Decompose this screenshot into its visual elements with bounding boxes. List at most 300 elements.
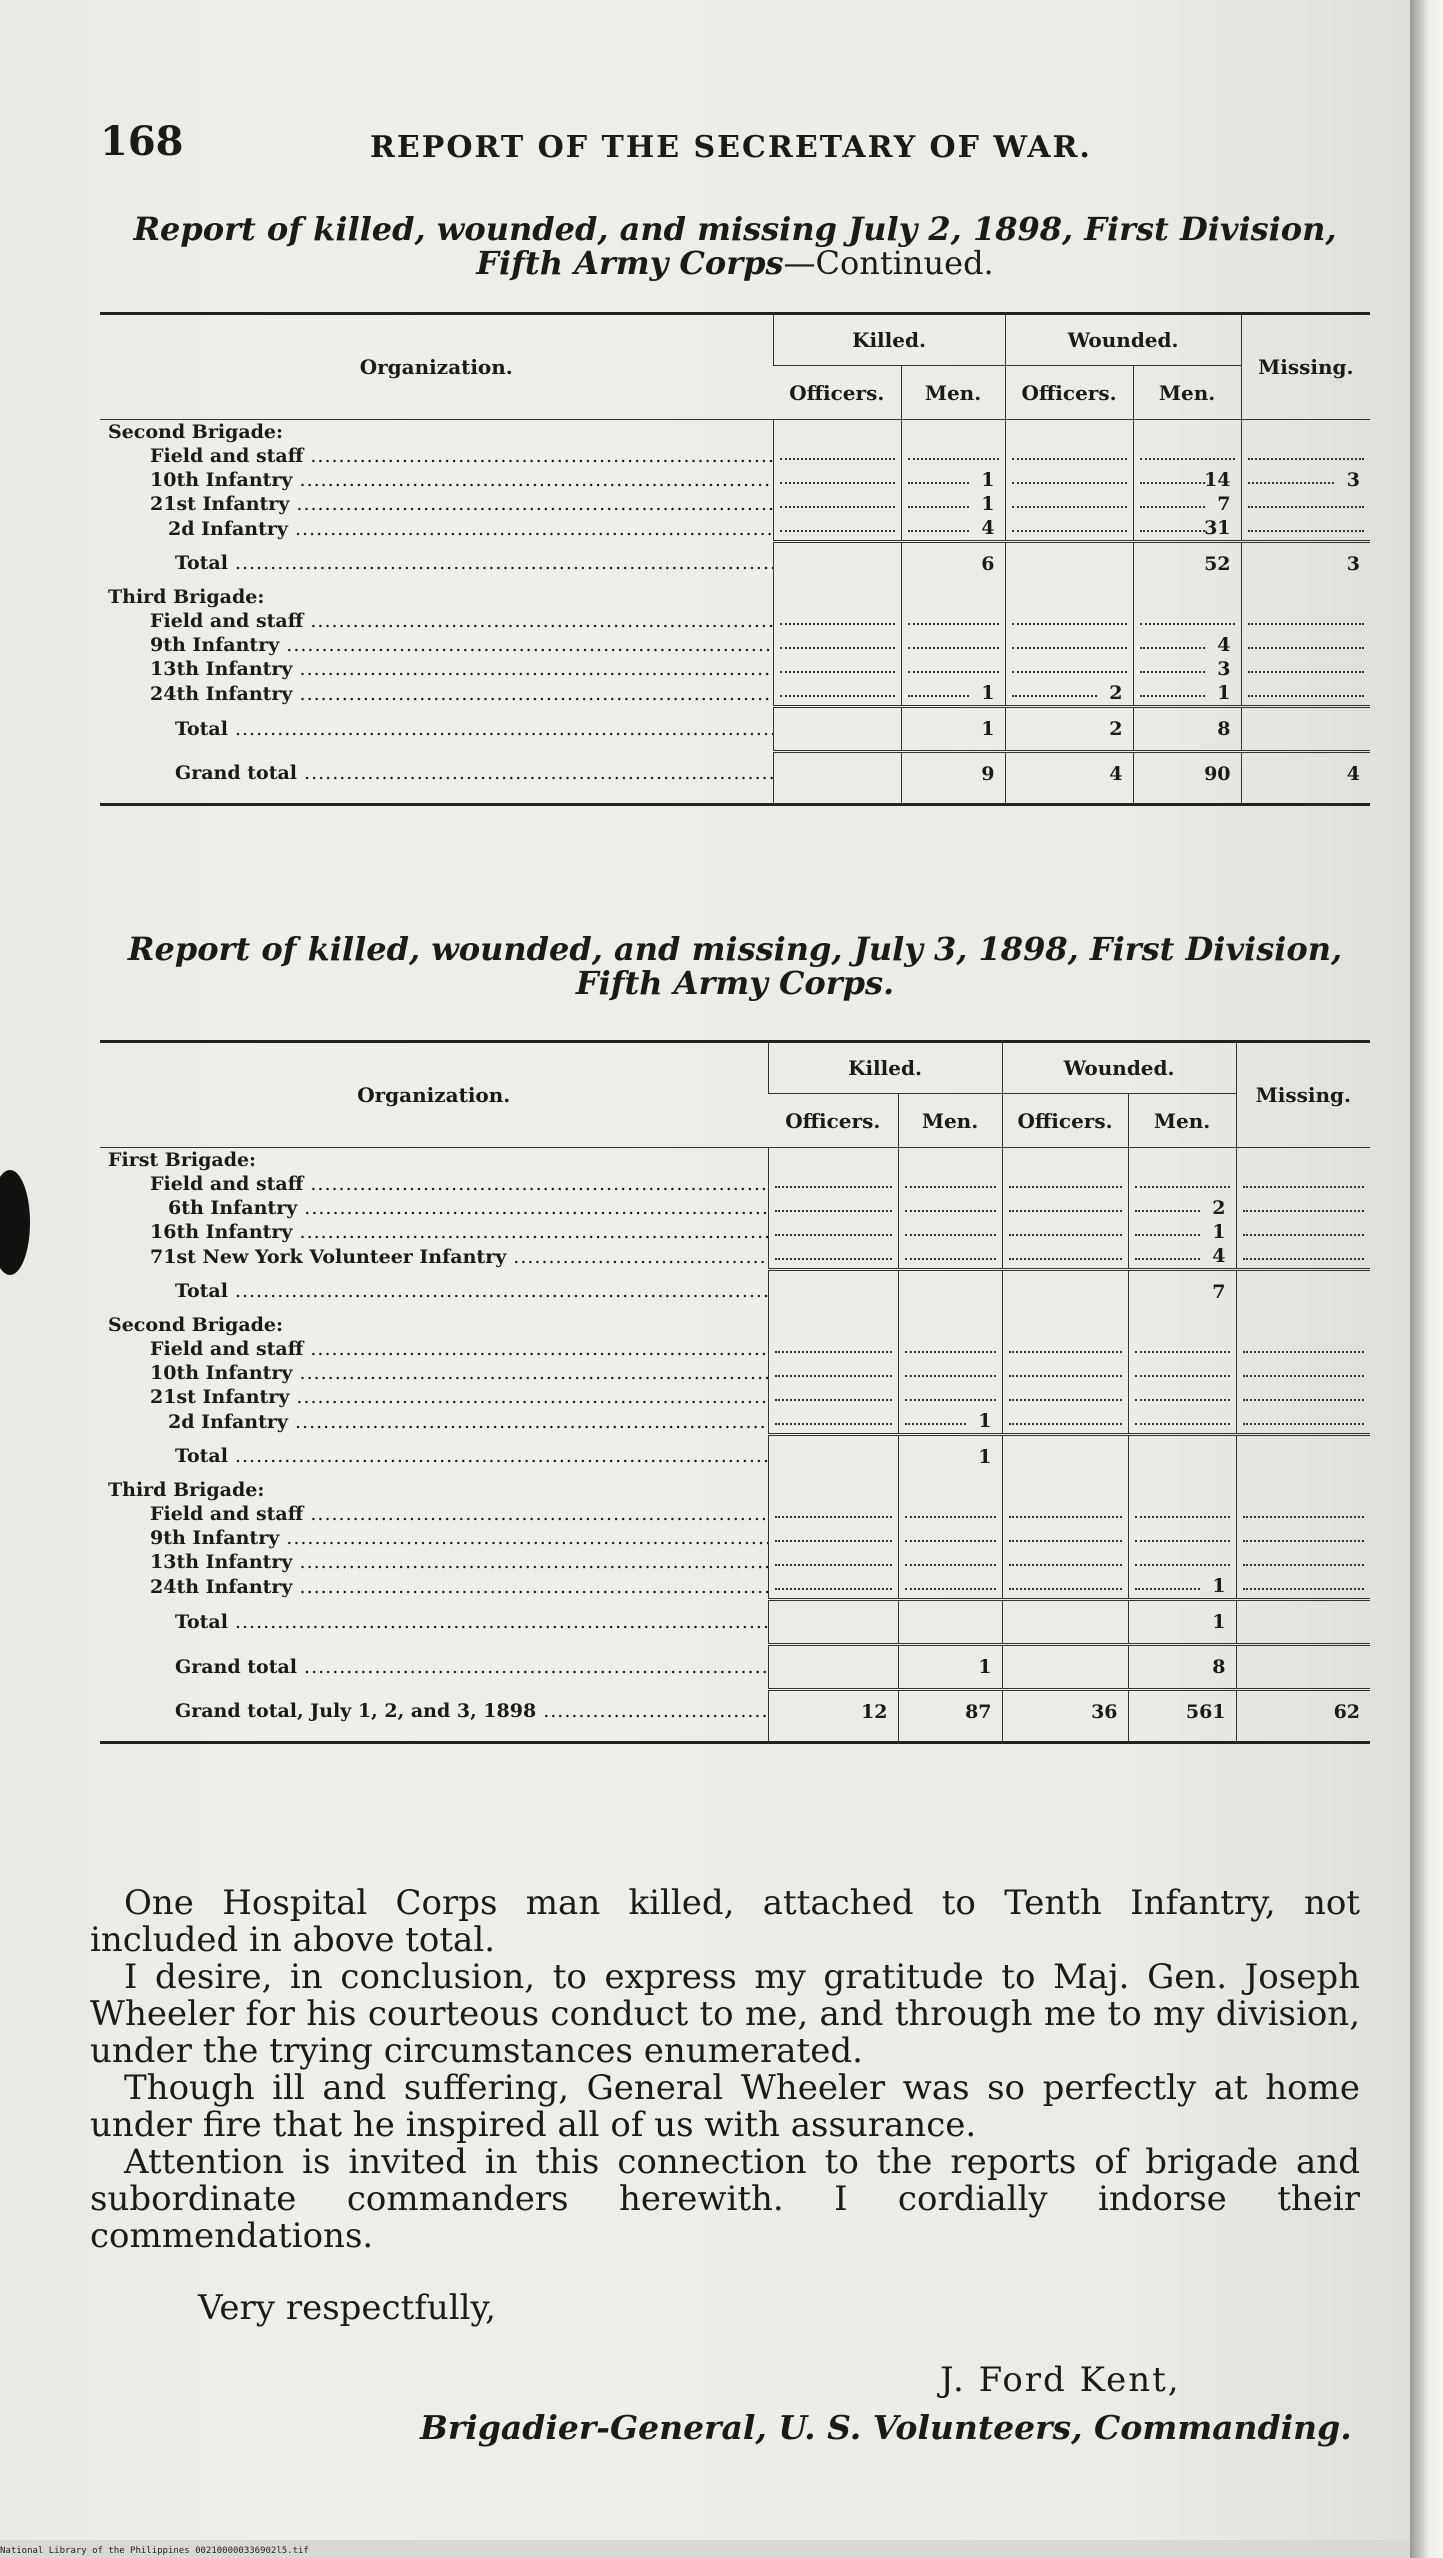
value-cell-mi xyxy=(1236,1478,1370,1502)
cell-value: 8 xyxy=(1217,718,1231,740)
cell-value xyxy=(888,1281,898,1303)
cell-value xyxy=(1360,682,1370,704)
book-gutter xyxy=(1410,0,1443,2558)
organization-label: Field and staff ..... xyxy=(150,1172,768,1196)
table2-caption xyxy=(100,932,1370,1000)
value-cell-wo xyxy=(1002,1270,1128,1314)
value-cell-mi xyxy=(1236,1409,1370,1435)
cell-value: 1 xyxy=(1212,1611,1226,1633)
organization-label: Total ..... xyxy=(175,1610,768,1634)
cell-value: 1 xyxy=(978,1410,992,1432)
cell-value xyxy=(1360,1410,1370,1432)
value-cell-km xyxy=(898,1526,1002,1550)
cell-value: 9 xyxy=(981,763,995,785)
organization-cell xyxy=(100,444,773,468)
cell-value xyxy=(1226,1338,1236,1360)
page-header xyxy=(100,118,1370,178)
table2-body xyxy=(100,1148,1370,1743)
col-wounded-men: Men. xyxy=(1133,366,1241,420)
value-cell-wo xyxy=(1002,1409,1128,1435)
table-row xyxy=(100,609,1370,633)
table-row xyxy=(100,542,1370,586)
value-cell-km xyxy=(901,707,1005,752)
cell-value xyxy=(995,658,1005,680)
cell-value xyxy=(1231,586,1241,608)
value-cell-mi xyxy=(1236,1526,1370,1550)
cell-value: 4 xyxy=(981,517,995,539)
value-cell-mi xyxy=(1241,609,1370,633)
closing-salutation: Very respectfully, xyxy=(198,2288,496,2328)
col-killed-officers: Officers. xyxy=(773,366,901,420)
value-cell-km xyxy=(898,1313,1002,1337)
value-cell-wo xyxy=(1002,1313,1128,1337)
organization-label: Field and staff ..... xyxy=(150,444,773,468)
signer-name: J. Ford Kent, xyxy=(940,2360,1181,2400)
organization-cell xyxy=(100,420,773,445)
value-cell-wm xyxy=(1133,681,1241,707)
organization-label: 13th Infantry ..... xyxy=(150,657,773,681)
cell-value xyxy=(888,1197,898,1219)
value-cell-wo xyxy=(1005,492,1133,516)
value-cell-mi xyxy=(1236,1244,1370,1270)
table-row xyxy=(100,657,1370,681)
value-cell-km xyxy=(898,1600,1002,1645)
value-cell-wm xyxy=(1128,1690,1236,1743)
col-killed-men: Men. xyxy=(901,366,1005,420)
value-cell-mi xyxy=(1236,1600,1370,1645)
cell-value xyxy=(888,1410,898,1432)
value-cell-ko xyxy=(768,1502,898,1526)
cell-value xyxy=(891,610,901,632)
value-cell-wm xyxy=(1133,752,1241,805)
organization-cell xyxy=(100,1645,768,1690)
value-cell-wm xyxy=(1128,1270,1236,1314)
table-row xyxy=(100,444,1370,468)
cell-value: 1 xyxy=(981,469,995,491)
cell-value xyxy=(1226,1527,1236,1549)
table1-caption xyxy=(100,212,1370,280)
value-cell-ko xyxy=(773,444,901,468)
value-cell-km xyxy=(898,1574,1002,1600)
col-killed: Killed. xyxy=(768,1042,1002,1094)
cell-value xyxy=(1360,586,1370,608)
cell-value xyxy=(1360,1221,1370,1243)
cell-value xyxy=(1360,1362,1370,1384)
table-row xyxy=(100,1196,1370,1220)
cell-value xyxy=(1118,1281,1128,1303)
binding-hole xyxy=(0,1170,30,1275)
signer-title: Brigadier-General, U. S. Volunteers, Commanding. xyxy=(420,2408,1352,2447)
cell-value xyxy=(888,1527,898,1549)
cell-value: 8 xyxy=(1212,1656,1226,1678)
organization-label: Total ..... xyxy=(175,551,773,575)
value-cell-ko xyxy=(773,585,901,609)
value-cell-ko xyxy=(768,1244,898,1270)
value-cell-ko xyxy=(768,1600,898,1645)
value-cell-mi xyxy=(1241,657,1370,681)
table-row xyxy=(100,1574,1370,1600)
organization-cell xyxy=(100,1196,768,1220)
cell-value xyxy=(1360,1527,1370,1549)
value-cell-wo xyxy=(1002,1385,1128,1409)
organization-cell xyxy=(100,1148,768,1173)
value-cell-wm xyxy=(1133,492,1241,516)
cell-value: 7 xyxy=(1217,493,1231,515)
value-cell-ko xyxy=(768,1148,898,1173)
value-cell-ko xyxy=(773,468,901,492)
col-organization: Organization. xyxy=(100,1042,768,1148)
table-row xyxy=(100,1244,1370,1270)
col-wounded-men: Men. xyxy=(1128,1094,1236,1148)
value-cell-wm xyxy=(1133,657,1241,681)
table-row xyxy=(100,420,1370,445)
value-cell-wo xyxy=(1002,1600,1128,1645)
cell-value xyxy=(1118,1173,1128,1195)
value-cell-mi xyxy=(1236,1270,1370,1314)
table-row xyxy=(100,1409,1370,1435)
cell-value xyxy=(1118,1503,1128,1525)
organization-cell xyxy=(100,516,773,542)
value-cell-km xyxy=(901,681,1005,707)
value-cell-wo xyxy=(1002,1502,1128,1526)
cell-value xyxy=(888,1362,898,1384)
cell-value xyxy=(992,1221,1002,1243)
organization-label: Field and staff ..... xyxy=(150,609,773,633)
value-cell-wm xyxy=(1128,1574,1236,1600)
table-row xyxy=(100,492,1370,516)
cell-value xyxy=(1123,586,1133,608)
value-cell-wm xyxy=(1133,585,1241,609)
value-cell-ko xyxy=(773,609,901,633)
value-cell-wm xyxy=(1128,1385,1236,1409)
cell-value xyxy=(891,553,901,575)
organization-label: Third Brigade: xyxy=(108,586,265,608)
cell-value xyxy=(1231,610,1241,632)
cell-value xyxy=(992,1314,1002,1336)
organization-cell xyxy=(100,1690,768,1743)
cell-value xyxy=(992,1245,1002,1267)
cell-value xyxy=(891,763,901,785)
organization-label: First Brigade: xyxy=(108,1149,257,1171)
table-row xyxy=(100,1690,1370,1743)
cell-value xyxy=(1360,1245,1370,1267)
cell-value xyxy=(1360,1575,1370,1597)
cell-value xyxy=(1118,1386,1128,1408)
col-missing: Missing. xyxy=(1236,1042,1370,1148)
cell-value xyxy=(992,1527,1002,1549)
cell-value xyxy=(888,1338,898,1360)
value-cell-wo xyxy=(1002,1574,1128,1600)
value-cell-km xyxy=(901,516,1005,542)
value-cell-ko xyxy=(773,752,901,805)
value-cell-wm xyxy=(1133,707,1241,752)
cell-value xyxy=(1360,718,1370,740)
cell-value: 2 xyxy=(1212,1197,1226,1219)
value-cell-ko xyxy=(768,1550,898,1574)
col-wounded-officers: Officers. xyxy=(1002,1094,1128,1148)
organization-cell xyxy=(100,1220,768,1244)
value-cell-wm xyxy=(1128,1172,1236,1196)
cell-value: 6 xyxy=(981,553,995,575)
value-cell-mi xyxy=(1236,1220,1370,1244)
organization-cell xyxy=(100,1574,768,1600)
organization-cell xyxy=(100,1337,768,1361)
cell-value: 4 xyxy=(1109,763,1123,785)
cell-value xyxy=(1360,1197,1370,1219)
value-cell-wm xyxy=(1128,1148,1236,1173)
cell-value xyxy=(1118,1446,1128,1468)
value-cell-wo xyxy=(1002,1361,1128,1385)
cell-value xyxy=(1360,1173,1370,1195)
cell-value xyxy=(1360,1386,1370,1408)
scan-footer: National Library of the Philippines 002100000336902l5.tif xyxy=(0,2546,309,2556)
cell-value xyxy=(1118,1611,1128,1633)
value-cell-ko xyxy=(768,1574,898,1600)
organization-cell xyxy=(100,1172,768,1196)
table-row xyxy=(100,516,1370,542)
table-july-2 xyxy=(100,312,1370,806)
cell-value xyxy=(1123,610,1133,632)
cell-value xyxy=(1226,1149,1236,1171)
running-title: REPORT OF THE SECRETARY OF WAR. xyxy=(370,130,1092,165)
value-cell-mi xyxy=(1241,420,1370,445)
value-cell-wm xyxy=(1133,444,1241,468)
value-cell-wm xyxy=(1128,1645,1236,1690)
value-cell-wo xyxy=(1005,609,1133,633)
value-cell-ko xyxy=(768,1361,898,1385)
value-cell-wo xyxy=(1005,707,1133,752)
table-row xyxy=(100,1478,1370,1502)
cell-value xyxy=(995,586,1005,608)
value-cell-mi xyxy=(1236,1337,1370,1361)
cell-value xyxy=(1118,1314,1128,1336)
cell-value: 1 xyxy=(1212,1221,1226,1243)
value-cell-wo xyxy=(1002,1220,1128,1244)
cell-value xyxy=(891,658,901,680)
cell-value xyxy=(1226,1314,1236,1336)
value-cell-wo xyxy=(1002,1690,1128,1743)
value-cell-km xyxy=(898,1148,1002,1173)
value-cell-ko xyxy=(773,516,901,542)
cell-value xyxy=(888,1656,898,1678)
value-cell-km xyxy=(901,657,1005,681)
value-cell-mi xyxy=(1241,468,1370,492)
table-row xyxy=(100,468,1370,492)
table-row xyxy=(100,1361,1370,1385)
table-row xyxy=(100,633,1370,657)
cell-value xyxy=(992,1149,1002,1171)
value-cell-ko xyxy=(768,1196,898,1220)
cell-value xyxy=(888,1386,898,1408)
col-wounded: Wounded. xyxy=(1002,1042,1236,1094)
table1-caption-text: Report of killed, wounded, and missing July 2, 1898, First Division, Fifth Army Corps xyxy=(133,210,1337,282)
value-cell-wo xyxy=(1005,681,1133,707)
organization-label: Field and staff ..... xyxy=(150,1337,768,1361)
col-wounded-officers: Officers. xyxy=(1005,366,1133,420)
cell-value xyxy=(1226,1479,1236,1501)
organization-cell xyxy=(100,707,773,752)
cell-value: 1 xyxy=(981,682,995,704)
value-cell-wo xyxy=(1005,420,1133,445)
value-cell-ko xyxy=(768,1313,898,1337)
value-cell-wo xyxy=(1005,542,1133,586)
cell-value: 52 xyxy=(1204,553,1231,575)
value-cell-ko xyxy=(773,681,901,707)
cell-value xyxy=(992,1611,1002,1633)
value-cell-mi xyxy=(1241,516,1370,542)
cell-value xyxy=(992,1386,1002,1408)
table-july-3 xyxy=(100,1040,1370,1744)
value-cell-wm xyxy=(1133,542,1241,586)
cell-value xyxy=(891,493,901,515)
cell-value xyxy=(891,718,901,740)
cell-value: 1 xyxy=(978,1446,992,1468)
value-cell-wo xyxy=(1005,468,1133,492)
organization-cell xyxy=(100,1409,768,1435)
organization-cell xyxy=(100,1502,768,1526)
cell-value xyxy=(1360,1446,1370,1468)
organization-label: 16th Infantry ..... xyxy=(150,1220,768,1244)
cell-value xyxy=(1360,1149,1370,1171)
cell-value: 3 xyxy=(1346,553,1361,575)
cell-value xyxy=(1360,1503,1370,1525)
cell-value xyxy=(888,1149,898,1171)
organization-label: 24th Infantry ..... xyxy=(150,682,773,706)
value-cell-km xyxy=(898,1409,1002,1435)
cell-value xyxy=(1226,1551,1236,1573)
value-cell-mi xyxy=(1241,681,1370,707)
organization-label: 6th Infantry ..... xyxy=(168,1196,768,1220)
organization-label: 9th Infantry ..... xyxy=(150,1526,768,1550)
value-cell-km xyxy=(901,609,1005,633)
value-cell-ko xyxy=(773,657,901,681)
cell-value: 14 xyxy=(1204,469,1231,491)
cell-value: 4 xyxy=(1346,763,1361,785)
cell-value xyxy=(992,1503,1002,1525)
cell-value xyxy=(995,445,1005,467)
value-cell-wo xyxy=(1002,1196,1128,1220)
value-cell-mi xyxy=(1236,1196,1370,1220)
value-cell-mi xyxy=(1241,542,1370,586)
cell-value xyxy=(1226,1173,1236,1195)
cell-value xyxy=(1118,1197,1128,1219)
value-cell-ko xyxy=(773,633,901,657)
cell-value xyxy=(888,1611,898,1633)
cell-value xyxy=(1118,1245,1128,1267)
value-cell-km xyxy=(901,468,1005,492)
value-cell-mi xyxy=(1236,1690,1370,1743)
value-cell-wm xyxy=(1128,1478,1236,1502)
paragraph: I desire, in conclusion, to express my gratitude to Maj. Gen. Joseph Wheeler for his courteous conduct to me, and through me to my division, under the trying circumstances enumerated. xyxy=(90,1957,1360,2071)
value-cell-wo xyxy=(1002,1172,1128,1196)
cell-value xyxy=(891,517,901,539)
value-cell-km xyxy=(898,1502,1002,1526)
value-cell-mi xyxy=(1236,1148,1370,1173)
organization-label: Grand total ..... xyxy=(175,1655,768,1679)
value-cell-wo xyxy=(1002,1244,1128,1270)
value-cell-ko xyxy=(768,1270,898,1314)
value-cell-wo xyxy=(1002,1550,1128,1574)
value-cell-mi xyxy=(1241,752,1370,805)
value-cell-wm xyxy=(1128,1361,1236,1385)
organization-cell xyxy=(100,609,773,633)
value-cell-wo xyxy=(1005,585,1133,609)
cell-value xyxy=(995,610,1005,632)
cell-value xyxy=(992,1362,1002,1384)
value-cell-km xyxy=(898,1435,1002,1479)
cell-value xyxy=(1360,634,1370,656)
cell-value xyxy=(1231,421,1241,443)
value-cell-km xyxy=(898,1337,1002,1361)
cell-value xyxy=(995,634,1005,656)
cell-value xyxy=(891,445,901,467)
cell-value xyxy=(1226,1410,1236,1432)
cell-value xyxy=(1123,421,1133,443)
cell-value xyxy=(1226,1386,1236,1408)
organization-label: 13th Infantry ..... xyxy=(150,1550,768,1574)
value-cell-km xyxy=(898,1550,1002,1574)
cell-value xyxy=(1118,1527,1128,1549)
value-cell-wm xyxy=(1133,609,1241,633)
value-cell-km xyxy=(898,1478,1002,1502)
cell-value xyxy=(888,1446,898,1468)
cell-value: 1 xyxy=(981,493,995,515)
table-row xyxy=(100,1526,1370,1550)
paragraph: Attention is invited in this connection to the reports of brigade and subordinate commanders herewith. I cordially indorse their commendations. xyxy=(90,2142,1360,2256)
organization-label: 10th Infantry ..... xyxy=(150,1361,768,1385)
value-cell-mi xyxy=(1241,444,1370,468)
value-cell-wo xyxy=(1005,516,1133,542)
cell-value xyxy=(1118,1479,1128,1501)
organization-cell xyxy=(100,1361,768,1385)
paragraph: One Hospital Corps man killed, attached to Tenth Infantry, not included in above total. xyxy=(90,1883,1360,1960)
organization-label: 2d Infantry ..... xyxy=(168,517,773,541)
value-cell-wo xyxy=(1005,752,1133,805)
cell-value xyxy=(891,634,901,656)
value-cell-wm xyxy=(1133,633,1241,657)
table-row xyxy=(100,1645,1370,1690)
value-cell-wm xyxy=(1128,1409,1236,1435)
organization-cell xyxy=(100,657,773,681)
cell-value xyxy=(1123,658,1133,680)
cell-value: 1 xyxy=(978,1656,992,1678)
cell-value xyxy=(1360,493,1370,515)
cell-value xyxy=(992,1338,1002,1360)
cell-value xyxy=(1118,1338,1128,1360)
col-wounded: Wounded. xyxy=(1005,314,1241,366)
value-cell-mi xyxy=(1236,1502,1370,1526)
body-text xyxy=(90,1885,1360,2255)
cell-value xyxy=(1118,1149,1128,1171)
organization-label: 71st New York Volunteer Infantry ..... xyxy=(150,1245,768,1269)
cell-value xyxy=(1118,1656,1128,1678)
cell-value xyxy=(1360,421,1370,443)
value-cell-km xyxy=(901,492,1005,516)
value-cell-mi xyxy=(1236,1435,1370,1479)
cell-value: 1 xyxy=(1217,682,1231,704)
organization-label: Second Brigade: xyxy=(108,1314,284,1336)
value-cell-km xyxy=(901,420,1005,445)
value-cell-mi xyxy=(1236,1361,1370,1385)
table1-caption-suffix: —Continued. xyxy=(783,244,994,282)
organization-cell xyxy=(100,1526,768,1550)
paragraph: Though ill and suffering, General Wheeler was so perfectly at home under fire that he inspired all of us with assurance. xyxy=(90,2068,1360,2145)
table-row xyxy=(100,707,1370,752)
cell-value: 2 xyxy=(1109,718,1123,740)
cell-value: 1 xyxy=(1212,1575,1226,1597)
organization-cell xyxy=(100,1478,768,1502)
value-cell-mi xyxy=(1241,633,1370,657)
